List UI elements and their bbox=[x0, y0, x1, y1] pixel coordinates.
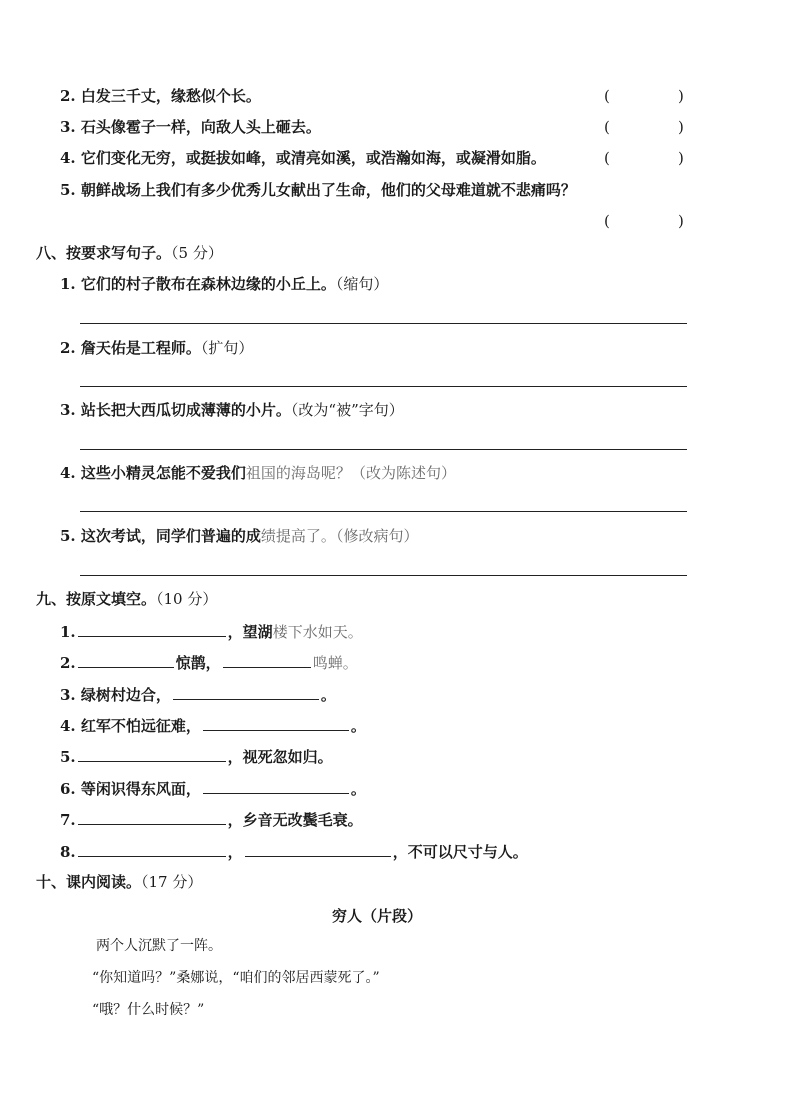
s9-item-1: 1. ，望湖楼下水如天。 bbox=[60, 620, 363, 642]
passage-paragraph: “你知道吗？”桑娜说，“咱们的邻居西蒙死了。” bbox=[92, 970, 380, 986]
s9-item-6: 6. 等闲识得东风面， 。 bbox=[60, 777, 366, 799]
s7-item-4 bbox=[60, 148, 546, 168]
fill-blank[interactable] bbox=[78, 745, 226, 762]
fill-blank[interactable] bbox=[203, 777, 349, 794]
s8-item-1: 1. 它们的村子散布在森林边缘的小丘上。（缩句） bbox=[60, 275, 389, 293]
s9-item-2: 2. 惊鹊， 鸣蝉。 bbox=[60, 651, 358, 673]
fill-blank[interactable] bbox=[78, 620, 226, 637]
fill-blank[interactable] bbox=[78, 840, 226, 857]
fill-blank[interactable] bbox=[78, 651, 174, 668]
section-8-heading: 八、按要求写句子。（5 分） bbox=[36, 244, 223, 262]
answer-line[interactable] bbox=[80, 386, 687, 387]
s9-item-4: 4. 红军不怕远征难， 。 bbox=[60, 714, 366, 736]
s9-item-7: 7. ，乡音无改鬓毛衰。 bbox=[60, 808, 363, 830]
passage-title: 穷人（片段） bbox=[332, 907, 423, 925]
item-text: 它们变化无穷，或挺拔如峰，或清亮如溪，或浩瀚如海，或凝滑如脂。 bbox=[80, 149, 546, 167]
item-text: 石头像雹子一样，向敌人头上砸去。 bbox=[80, 118, 321, 136]
s9-item-3: 3. 绿树村边合， 。 bbox=[60, 683, 336, 705]
answer-line[interactable] bbox=[80, 511, 687, 512]
answer-line[interactable] bbox=[80, 449, 687, 450]
answer-line[interactable] bbox=[80, 575, 687, 576]
s8-item-2: 2. 詹天佑是工程师。（扩句） bbox=[60, 339, 254, 357]
s8-item-5: 5. 这次考试，同学们普遍的成绩提高了。（修改病句） bbox=[60, 527, 419, 545]
section-10-heading: 十、课内阅读。（17 分） bbox=[36, 873, 203, 891]
item-number: 3. bbox=[60, 118, 76, 136]
fill-blank[interactable] bbox=[173, 683, 319, 700]
s7-item-3 bbox=[60, 117, 321, 137]
s9-item-8: 8. ， ，不可以尺寸与人。 bbox=[60, 840, 528, 862]
fill-blank[interactable] bbox=[203, 714, 349, 731]
s8-item-3: 3. 站长把大西瓜切成薄薄的小片。（改为“被”字句） bbox=[60, 401, 404, 419]
answer-line[interactable] bbox=[80, 323, 687, 324]
s8-item-4: 4. 这些小精灵怎能不爱我们祖国的海岛呢？（改为陈述句） bbox=[60, 464, 456, 482]
section-9-heading: 九、按原文填空。（10 分） bbox=[36, 590, 218, 608]
item-number: 4. bbox=[60, 149, 76, 167]
fill-blank[interactable] bbox=[78, 808, 226, 825]
item-number: 2. bbox=[60, 87, 76, 105]
s9-item-5: 5. ，视死忽如归。 bbox=[60, 745, 333, 767]
fill-blank[interactable] bbox=[245, 840, 391, 857]
passage-paragraph: “哦？什么时候？” bbox=[92, 1002, 205, 1018]
item-text: 朝鲜战场上我们有多少优秀儿女献出了生命，他们的父母难道就不悲痛吗？ bbox=[80, 181, 576, 199]
s7-item-5 bbox=[60, 180, 576, 200]
fill-blank[interactable] bbox=[223, 651, 311, 668]
item-number: 5. bbox=[60, 181, 76, 199]
item-text: 白发三千丈，缘愁似个长。 bbox=[80, 87, 261, 105]
s7-item-2 bbox=[60, 86, 261, 106]
passage-paragraph: 两个人沉默了一阵。 bbox=[96, 938, 222, 954]
exam-page: 2. 白发三千丈，缘愁似个长。 ( ) 3. 石头像雹子一样，向敌人头上砸去。 ( ) 4. 它们变化无穷，或挺拔如峰，或清亮如溪，或浩瀚如海，或凝滑如脂。 ( ) 5. 朝鲜战场上我们有多少优秀儿女献出了生命，他们的父母难道就不悲痛吗？ ( ) 八、按要求写句子。（5 分） 1. 它们的村子散布在森林边缘的小丘上。（缩句） 2. 詹天佑是工程师。（扩句） 3. 站长把大西瓜切成薄薄的小片。（改为“被”字句） 4. 这些小精灵怎能不爱我们祖国的海岛呢？（改为陈述句） 5. 这次考试，同学们普遍的成绩提高了。（修改病句） 九、按原文填空。（10 分） 1. ，望湖楼下水如天。 2. 惊鹊， 鸣蝉。 3. 绿树村边合， 。 4. 红军不怕远征难， 。 5. ，视死忽如归。 6. 等闲识得东风面， 。 7. ，乡音无改鬓毛衰。 8. ， ，不可以尺寸与人。 十、课内阅读。（17 分） 穷人（片段） 两个人沉默了一阵。 “你知道吗？”桑娜说，“咱们的邻居西蒙死了。” “哦？什么时候？” bbox=[0, 0, 800, 1119]
